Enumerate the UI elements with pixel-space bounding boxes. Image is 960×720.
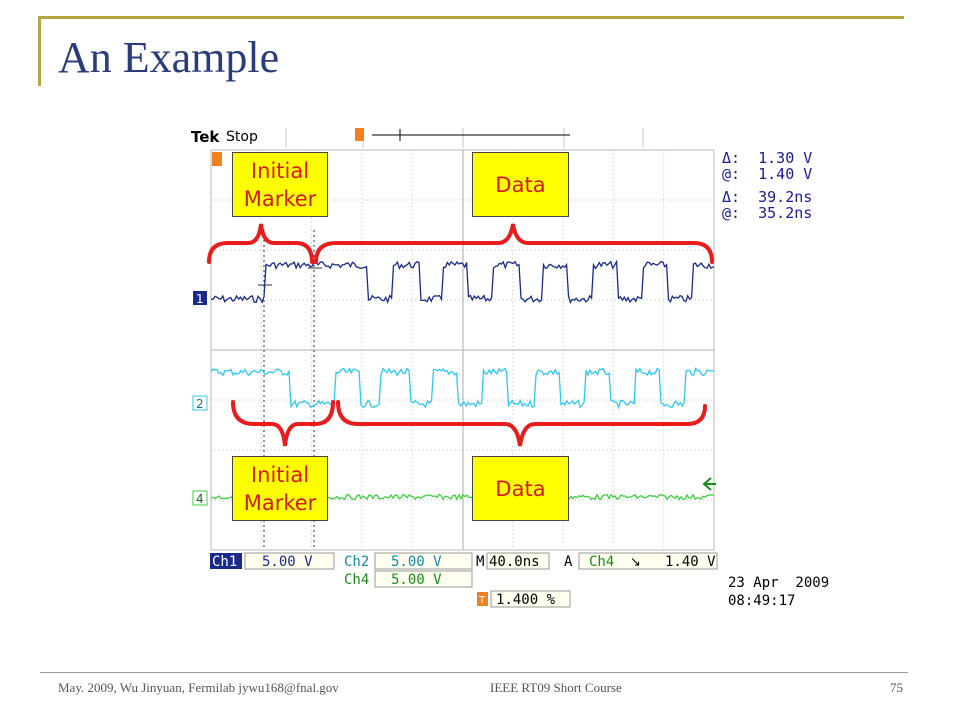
- readout-at-v-val: 1.40 V: [758, 165, 813, 183]
- footer-divider: [40, 672, 908, 673]
- callout-top-initial-marker: Initial Marker: [232, 152, 328, 217]
- readout-delta-t-sym: Δ:: [722, 188, 741, 206]
- trigger-level: 1.40 V: [665, 554, 716, 570]
- trigger-marker-top: [212, 152, 222, 166]
- tek-logo: Tek: [191, 128, 220, 146]
- timebase-value: 40.0ns: [489, 554, 540, 570]
- trigger-slope-icon: ↘: [630, 555, 641, 570]
- trigger-mode-label: A: [564, 554, 573, 570]
- footer-course: IEEE RT09 Short Course: [490, 680, 622, 695]
- timebase-label: M: [476, 554, 485, 570]
- readout-delta-v-sym: Δ:: [722, 149, 741, 167]
- trigger-pos-value: 1.400 %: [496, 592, 556, 608]
- readout-at-t: [722, 204, 812, 222]
- trigger-pos-marker-label: T: [479, 595, 486, 606]
- ch2-scale: 5.00 V: [391, 554, 442, 570]
- readout-at-v: [722, 165, 812, 183]
- ch2-marker-label: 2: [196, 397, 204, 411]
- trigger-position-marker: [355, 128, 364, 141]
- readout-at-t-val: 35.2ns: [758, 204, 813, 222]
- scope-time: 08:49:17: [728, 593, 796, 609]
- ch4-label: Ch4: [344, 572, 370, 588]
- ch4-scale: 5.00 V: [391, 572, 442, 588]
- ch2-label: Ch2: [344, 554, 370, 570]
- slide-title: An Example: [58, 33, 280, 82]
- scope-date: 23 Apr 2009: [728, 575, 830, 591]
- readout-delta-v-val: 1.30 V: [758, 149, 813, 167]
- callout-top-data: Data: [472, 152, 569, 217]
- ch1-marker-label: 1: [196, 292, 204, 306]
- callout-bottom-initial-marker: Initial Marker: [232, 456, 328, 521]
- readout-at-v-sym: @:: [722, 165, 741, 183]
- callout-bottom-data: Data: [472, 456, 569, 521]
- ch4-marker-label: 4: [196, 492, 204, 506]
- ch1-label: Ch1: [212, 554, 238, 570]
- footer-page-number: 75: [890, 680, 903, 695]
- readout-delta-t-val: 39.2ns: [758, 188, 813, 206]
- scope-run-status: Stop: [226, 129, 258, 145]
- trigger-channel: Ch4: [589, 554, 615, 570]
- footer-author: May. 2009, Wu Jinyuan, Fermilab jywu168@fnal.gov: [58, 680, 339, 695]
- readout-at-t-sym: @:: [722, 204, 741, 222]
- ch1-scale: 5.00 V: [262, 554, 313, 570]
